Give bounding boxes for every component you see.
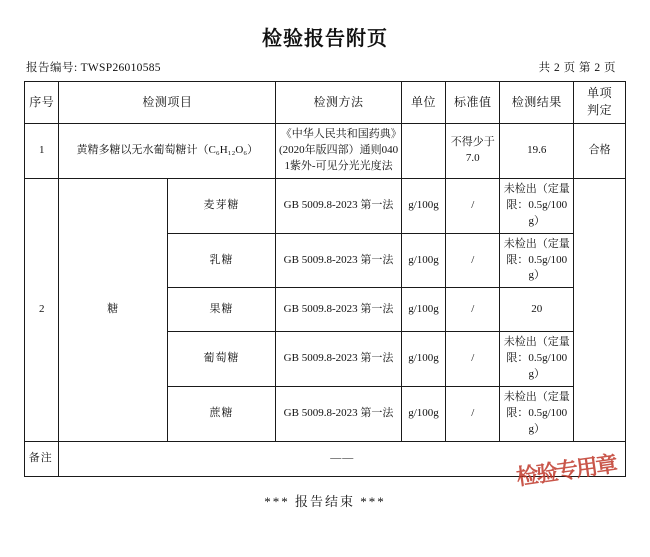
page-title: 检验报告附页 (262, 26, 388, 50)
page-count: 共 2 页 第 2 页 (538, 62, 616, 74)
group-label: 糖 (59, 178, 167, 441)
row-result-line1: 未检出（定量 (503, 237, 570, 250)
row-method: GB 5009.8-2023 第一法 (276, 332, 402, 387)
row-result-line2 (502, 351, 571, 383)
column-header-no: 序号 (25, 82, 59, 124)
row-result-line1: 未检出（定量 (503, 336, 570, 349)
row-item: 乳糖 (167, 233, 275, 288)
table-header-row (25, 82, 626, 124)
row-unit: g/100g (401, 387, 445, 442)
column-header-standard: 标准值 (446, 82, 500, 124)
row-result-limit-label: 限： (506, 352, 529, 365)
report-number-label: 报告编号: (26, 62, 78, 74)
row-method: 《中华人民共和国药典》(2020年版四部）通则0401紫外-可见分光光度法 (276, 123, 402, 178)
row-result (500, 233, 574, 288)
row-item: 蔗糖 (167, 387, 275, 442)
remark-label: 备注 (25, 442, 59, 477)
row-item: 麦芽糖 (167, 178, 275, 233)
row-result-limit-value: 0.5g/100g） (528, 352, 568, 381)
row-unit: g/100g (401, 288, 445, 332)
row-item: 果糖 (167, 288, 275, 332)
row-judgement (574, 178, 626, 441)
row-result-limit-label: 限： (506, 253, 529, 266)
row-result: 20 (500, 288, 574, 332)
row-result-line1: 未检出（定量 (503, 391, 570, 404)
row-result-limit-value: 0.5g/100g） (528, 253, 568, 282)
report-number-value: TWSP26010585 (80, 62, 161, 74)
column-header-method: 检测方法 (276, 82, 402, 124)
row-method: GB 5009.8-2023 第一法 (276, 387, 402, 442)
results-table (24, 81, 626, 477)
row-result (500, 387, 574, 442)
row-result-limit-label: 限： (506, 198, 529, 211)
row-method: GB 5009.8-2023 第一法 (276, 178, 402, 233)
row-result-line2 (502, 406, 571, 438)
column-header-item: 检测项目 (59, 82, 276, 124)
column-header-unit: 单位 (401, 82, 445, 124)
row-standard: 不得少于7.0 (446, 123, 500, 178)
row-standard: / (446, 288, 500, 332)
row-method: GB 5009.8-2023 第一法 (276, 288, 402, 332)
report-number (26, 59, 161, 75)
column-header-judgement (574, 82, 626, 124)
row-result-line2 (502, 253, 571, 285)
row-unit: g/100g (401, 233, 445, 288)
row-result: 19.6 (500, 123, 574, 178)
row-result-limit-value: 0.5g/100g） (528, 407, 568, 436)
row-result-limit-label: 限： (506, 407, 529, 420)
row-result-line1: 未检出（定量 (503, 182, 570, 195)
row-result-limit-value: 0.5g/100g） (528, 198, 568, 227)
seal-stamp: 检验专用章 (514, 451, 618, 491)
report-end-mark: *** 报告结束 *** (264, 494, 386, 510)
row-standard: / (446, 233, 500, 288)
row-unit: g/100g (401, 178, 445, 233)
group-no: 2 (25, 178, 59, 441)
row-item: 黄精多糖以无水葡萄糖计（C₆H₁₂O₆） (59, 123, 276, 178)
row-unit (401, 123, 445, 178)
column-header-judgement-line2: 判定 (587, 103, 613, 118)
row-standard: / (446, 332, 500, 387)
table-row (25, 178, 626, 233)
row-result (500, 178, 574, 233)
row-item: 葡萄糖 (167, 332, 275, 387)
row-judgement: 合格 (574, 123, 626, 178)
row-method: GB 5009.8-2023 第一法 (276, 233, 402, 288)
row-unit: g/100g (401, 332, 445, 387)
row-no: 1 (25, 123, 59, 178)
report-meta (24, 59, 626, 81)
row-standard: / (446, 178, 500, 233)
row-result-line2 (502, 198, 571, 230)
table-row (25, 123, 626, 178)
row-standard: / (446, 387, 500, 442)
remark-value: —— (59, 442, 626, 477)
column-header-judgement-line1: 单项 (587, 86, 613, 100)
column-header-result: 检测结果 (500, 82, 574, 124)
row-result (500, 332, 574, 387)
